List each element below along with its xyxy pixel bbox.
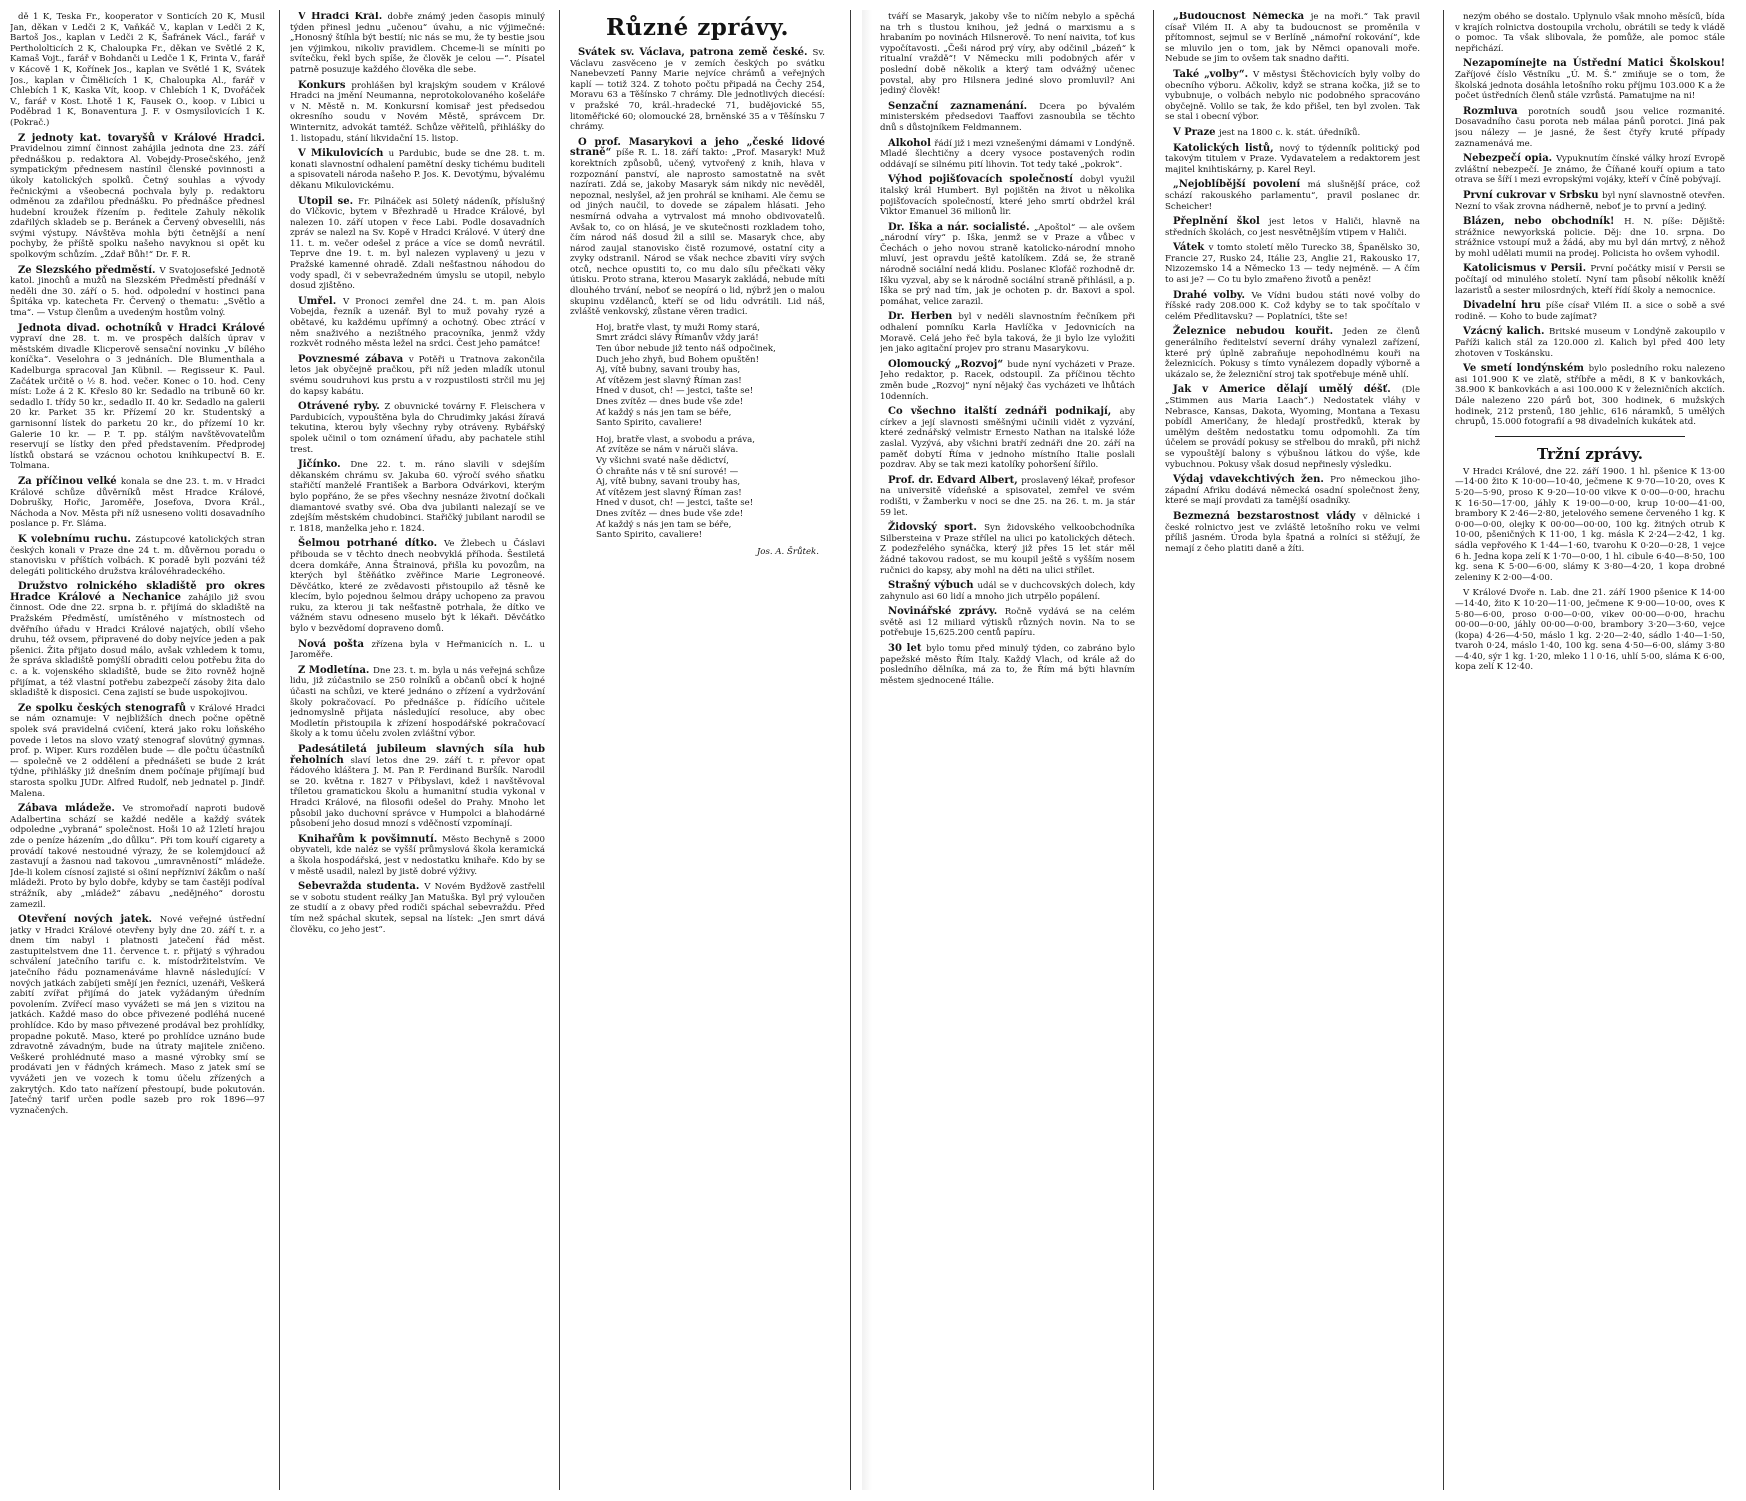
news-item-headline: „Nejoblíbější povolení — [1173, 179, 1308, 191]
news-item — [290, 666, 545, 740]
news-item — [880, 407, 1135, 471]
poem-line: Aj, vítě bubny, savani trouby has, — [596, 477, 741, 488]
news-item-text: tváří se Masaryk, jakoby vše to ničím nebylo a spěchá na trh s tlustou knihou, jež jedná o marxismu a s hrabaním po novinách Hilsnerově. To není naivita, toť kus vypočítavosti. „Češi národ prý víry, aby odčinil „bázeň“ k ritualní vraždě“! V Německu mili podobných afér v poslední době několik a který tam odvážný učenec povstal, aby pro Hilsnera jediné slovo promluvil? Ani jediný člověk! — [880, 12, 1135, 97]
news-item-headline: 30 let — [888, 643, 927, 655]
column-1 — [10, 12, 265, 1490]
news-item-headline: Drahé volby. — [1173, 289, 1252, 301]
poem-line: Ať každý s nás jen tam se béře, — [596, 407, 732, 418]
news-item-text: bude nyní vycházeti v Praze. Jeho redaktor, p. Racek, odstoupil. Za příčinou těchto změn bude „Rozvoj“ nyní nějaký čas vycházeti ve lhůtách 10denních. — [880, 359, 1135, 402]
column-rule — [279, 10, 280, 1490]
news-item — [1455, 12, 1725, 54]
news-item-text: vypraví dne 28. t. m. ve prospěch dalších úprav v městském divadle Klicperově sensační novinku „V bílého koníčka“. Veselohra o 3 jednáních. Dle Blumenthala a Kadelburga spracoval Jan Kübnil. — Regisseur K. Paul. Začátek určitě o ½ 8. hod. večer. Konec o 10. hod. Ceny míst: Lože á 2 K. Křeslo 80 kr. Sedadlo na tribuně 60 kr. sedadlo I. třídy 50 kr., sedadlo II. 40 kr. Sedadlo na galerii 20 kr. Parket 35 kr. Přízemí 20 kr. Studentský a garnisonní lístek do parketu 20 kr., do přízemí 10 kr. Galerie 10 kr. — P. T. pp. stálým navštěvovatelům reservují se lístky den před představením. Předprodej lístků obstará se vzácnou ochotou knihkupectví B. E. Tolmana. — [10, 334, 265, 472]
news-item-text: konala se dne 23. t. m. v Hradci Králové schůze důvěrníků měst Hradce Králové, Dobrušky, Hořic, Jaroměře, Josefova, Dvora Král., Náchoda a Nov. Města při níž usneseno voliti dosavadního poslance p. Fr. Sláma. — [10, 476, 265, 530]
news-item-headline: V Mikulovicích — [298, 148, 389, 160]
news-item — [10, 266, 265, 319]
news-item-text: bylo posledního roku nalezeno asi 101.900 K ve zlatě, stříbře a mědi, 8 K v bankovkách, 38.900 K bankovkách a asi 100.000 K v železničních akciích. Dále nalezeno 220 párů bot, 300 hodinek, 6 mužských hodinek, 212 prstenů, 180 jehlic, 616 náramků, 5 umělých chrupů, 15.000 fotografií a 98 divadelních kukátek atd. — [1455, 364, 1725, 428]
news-item — [10, 324, 265, 472]
news-item-headline: Katolických listů, — [1173, 142, 1280, 154]
news-item-text: dobře známý jeden časopis minulý týden přinesl jednu „učenou“ úvahu, a nic výjimečné: „Honosný štíhla být bestií; nic nás se mu, že ty bestie jsou jen výjimkou, nikoliv pravidlem. Chceme-li se míniti po svítečku, řekl bych spíše, že člověk je celou —“. Písatel patrně posuzuje každého člověka dle sebe. — [290, 12, 545, 75]
column-3 — [570, 12, 825, 1490]
news-item-text: bylo tomu před minulý týden, co zabráno bylo papežské město Řím Italy. Každý Vlach, od krále až do posledního dělníka, má za to, že Řím má býti hlavním městem sjednocené Itálie. — [880, 644, 1135, 686]
poem-line: Vy všichni svaté naše dědictví, — [596, 455, 729, 466]
news-item-text: Fr. Pilnáček asi 50letý nádeník, příslušný do Vlčkovic, bytem v Březhradě u Hradce Králové, byl nalezen 10. září utopen v řece Labi. Podle dosavadních zpráv se nalezl na Sv. Kopě v Hradci Králové. V úterý dne 11. t. m. večer odešel z práce a více se domů nevrátil. Teprve dne 19. t. m. byl nalezen vyplavený u jezu v Pražské kamenné ohradě. Zdali nešťastnou náhodou do vody spadl, či v sebevražedném úmyslu se utopil, nebylo dosud zjištěno. — [290, 196, 545, 292]
news-item-text: Dne 22. t. m. ráno slavili v sdejším děkanském chrámu sv. Jakuba 60. výročí svého sňatku stařičtí manželé František a Barbora Odvárkovi, kterým bylo popřáno, že se přes všechny nesnáze životní dočkali diamantové svatby své. Oba dva jubilanti nalezají se ve zdejším městském chudobinci. Stařičký jubilant narodil se r. 1818, manželka jeho r. 1824. — [290, 460, 545, 534]
news-item-headline: Výhod pojišťovacích společností — [888, 174, 1080, 186]
news-item-text: Vypuknutím čínské války hrozí Evropě zvláštní nebezpečí. Je známo, že Číňané kouří opium a tato otrava se šíří i mezi evropskými vojáky, kteří v Číně pobývají. — [1455, 154, 1725, 186]
news-item-headline: Umřel. — [298, 295, 344, 307]
news-item-headline: Šelmou potrhané dítko. — [298, 538, 445, 550]
news-item-text: Zástupcové katolických stran českých konali v Praze dne 24 t. m. důvěrnou poradu o stanovisku v příštích volbách. K poradě byli pozváni též delegáti politického družstva královéhradeckého. — [10, 534, 265, 577]
poem-line: Santo Spirito, cavaliere! — [596, 530, 703, 541]
news-item — [880, 139, 1135, 171]
poem-line: Santo Spirito, cavaliere! — [596, 418, 703, 429]
news-item — [1455, 154, 1725, 186]
news-item — [290, 12, 545, 76]
news-item-text: zahájilo již svou činnost. Ode dne 22. srpna b. r. přijímá do skladiště na Pražském Předměstí, umístěného v místnostech od dvěřního úřadu v Hradci Králové najatých, obilí všeho druhu, též ovsem, připravené do doby nejvíce jeden a pak pšenici. Žita přijato dosud málo, avšak vzhledem k tomu, že správa skladiště pomýšlí obraditi celou potřebu žita do c. a k. vojenského skladiště, bude se žito rovněž hojně přijímat, a též vlastní potřebu zabezpečí zásoby žita dalo skladiště k disposici. Cena zajistí se bude uspokojivou. — [10, 592, 265, 699]
news-item-headline: Družstvo rolnického skladiště pro okres Hradce Králové a Nechanice — [10, 581, 265, 603]
news-item-headline: Utopil se. — [298, 195, 359, 207]
news-item — [880, 360, 1135, 402]
news-item-headline: Ve smetí londýnském — [1463, 363, 1589, 375]
news-item — [290, 745, 545, 830]
news-item-headline: Zábava mládeže. — [18, 803, 123, 815]
news-item — [880, 312, 1135, 354]
poem-line: Hoj, bratře vlast, a svobodu a práva, — [596, 434, 755, 445]
news-item — [1455, 364, 1725, 428]
news-item-headline: Nebezpečí opia. — [1463, 153, 1557, 165]
news-item — [1165, 327, 1420, 380]
news-item-headline: Židovský sport. — [888, 522, 985, 534]
news-item-headline: Knihařům k povšimnutí. — [298, 833, 443, 845]
news-item-text: V Králové Dvoře n. Lab. dne 21. září 1900 pšenice K 14·00—14·40, žito K 10·20—11·00, ječmene K 9·00—10·00, oves K 5·80—6·00, proso 0·00—0·00, vikev 00·00—0·00, hrachu 00·00—0·00, jáhly 00·00—0·00, brambory 3·20—3·60, vejce (kopa) 4·26—4·50, máslo 1 kg. 2·20—2·40, sádlo 1·40—1·50, tvaroh 0·24, máslo 1·40, 100 kg. sena 4·50—6·00, slámy 3·80—4·40, sýr 1 kg. 1·20, mleko 1 l 0·16, uhlí 5·00, sláma K 6·00, kopa zelí K 12·40. — [1455, 588, 1725, 673]
news-item — [290, 882, 545, 935]
news-item-headline: Ze spolku českých stenografů — [18, 702, 191, 714]
news-item-text: Nové veřejné ústřední jatky v Hradci Králové otevřeny byly dne 20. září t. r. a dnem tím nabyl i platnosti jatečení řád měst. zastupitelstvem dne 11. července t. r. přijatý s výhradou schválení jatečního tarifu c. k. místodržitelstvím. Ve jatečního řádu poznamenáváme hlavně následující: V nových jatkách zabíjeti smějí jen řezníci, uzenáři, Veškerá zabití zvířat přijímá do jatek vyžádaným úředním povolením. Zvířecí maso vyvážeti se má jen s vizitou na jatkách. Každé maso do obce přivezené podléhá nucené prohlídce. Kdo by maso přivezené prodával bez prohlídky, propadne pokutě. Maso, které po prohlídce uznáno bude zdravotně závadným, bude na útraty majitele zničeno. Veškeré prohlédnuté maso a masné výrobky smí se prodávati jen v řádných krámech. Maso z jatek smí se vyvážeti jen ve vozech k tomu účelu zřízených a zakrytých. Kdo tato nařízení přestoupí, bude pokutován. Jatečný tarif určen podle sazeb pro rok 1896—97 vyznačených. — [10, 915, 265, 1116]
poem-line: Ať zvítěze se nám v náruči sláva. — [596, 445, 739, 456]
news-item — [290, 355, 545, 397]
news-item-text: nový to týdenník politický pod takovým titulem v Praze. Vydavatelem a redaktorem jest majitel knihtiskárny, p. Karel Reyl. — [1165, 143, 1420, 175]
page-gutter — [862, 10, 872, 1490]
news-item-headline: Dr. Iška a nár. socialisté. — [888, 221, 1034, 233]
news-item-text: jest letos v Haliči, hlavně na středních školách, co jest nesvětnějším vtipem v Haliči. — [1165, 217, 1420, 238]
news-item — [1165, 180, 1420, 212]
news-item — [10, 535, 265, 577]
news-item-headline: Novinářské zprávy. — [888, 606, 1005, 618]
news-item — [1165, 243, 1420, 285]
news-item-text: Ročně vydává se na celém světě asi 12 miliard výtisků různých novin. Na to se potřebuje 15,625.200 centů papíru. — [880, 607, 1135, 639]
news-item — [290, 640, 545, 661]
news-item-headline: Z jednoty kat. tovaryšů v Králové Hradci. — [18, 132, 265, 144]
news-item-headline: Povznesmé zábava — [298, 353, 409, 365]
news-item — [1455, 301, 1725, 322]
news-item-headline: Katolicismus v Persii. — [1463, 263, 1591, 275]
news-item-text: V městysi Štěchovicích byly volby do obecního výboru. Ačkoliv, když se strana kočka, již se to vybubnuje, o volbách nebylo nic podobného spracováno obyčejně. Volilo se tak, že kdo přišel, ten byl zvolen. Tak se stal i obecní výbor. — [1165, 69, 1420, 123]
news-item-headline: První cukrovar v Srbsku — [1463, 189, 1603, 201]
news-item-text: dobyl využil italský král Humbert. Byl pojištěn na život u několika pojišťovacích společností, které jeho smrtí obdržel král Viktor Emanuel 36 milionů lir. — [880, 175, 1135, 218]
news-item-headline: V Hradci Král. — [298, 12, 388, 22]
news-item-headline: Jak v Americe dělají umělý déšť. — [1173, 384, 1402, 396]
news-item-text: Město Bechyně s 2000 obyvateli, kde naléz se vyšší průmyslová škola keramická a škola hospodářská, jest v nedostatku knihaře. Kdo by se v městě usadil, nalezl by jistě dobré výživy. — [290, 834, 545, 877]
column-6 — [1455, 12, 1725, 1490]
news-item — [880, 476, 1135, 518]
news-item — [290, 149, 545, 191]
news-item-text: V Hradci Králové, dne 22. září 1900. 1 hl. pšenice K 13·00—14·00 žito K 10·00—10·40, ječmene K 9·70—10·20, oves K 5·20—5·90, proso K 9·20—10·00 vikve K 0·00—0·00, hrachu K 16·50—17·00, jáhly K 19·00—0·00, krup 10·00—41·00, brambory K 2·46—2·80, jetelového semene červeného 1 kg. K 0·00—0·00, olejky K 00·00—00·00, 100 kg. žitných otrub K 10·00, pšeničných K 11·00, 1 kg. másla K 2·24—2·42, 1 kg. sádla vepřového K 1·44—1·60, tvarohu K 0·20—0·28, 1 vejce 6 h. Jedna kopa zelí K 1·70—0·00, 1 hl. cibule 6·40—8·50, 100 kg. sena K 5·00—6·00, slámy K 3·80—4·20, 1 kopa drobné zeleniny K 2·00—4·00. — [1455, 466, 1725, 583]
news-item — [1165, 385, 1420, 470]
news-item — [290, 460, 545, 534]
news-item-text: píše císař Vilém II. a sice o sobě a své rodině. — Koho to bude zajímat? — [1455, 301, 1725, 322]
news-item-text: řádí již i mezi vznešenými dámami v Londýně. Mladé šlechtičny a dcery vysoce postavených rodin oddávají se silnému pití lihovin. Tot tedy také „pokrok“. — [880, 138, 1135, 170]
news-item-headline: „Budoucnost Německa — [1173, 12, 1311, 22]
news-item-headline: K volebnímu ruchu. — [18, 533, 136, 545]
news-item-text: proslavený lékař, profesor na universitě vídeňské a spisovatel, zemřel ve svém rodišti, v Žamberku v noci se dne 25. na 26. t. m. ja stár 59 let. — [880, 475, 1135, 518]
news-item-headline: Svátek sv. Václava, patrona země české. — [578, 47, 813, 58]
news-item — [1165, 128, 1420, 139]
poem-line: Duch jeho zhyň, bud Bohem opuštěn! — [596, 354, 760, 365]
news-item-text: První počátky misií v Persii se počítají od minulého století. Nyní tam působí několik kněží lazaristů a sester milosrdných, kteří řídí školy a nemocnice. — [1455, 264, 1725, 296]
news-item — [880, 607, 1135, 639]
news-item — [290, 402, 545, 455]
news-item-text: Syn židovského velkoobchodníka Silbersteina v Praze střílel na ulici po katolických dětech. Z podezřelého synáčka, který již přes 15 let stár měl žádné takovou radost, se mu koupil ještě s vyšším nosem ručnici do kapsy, aby mohl na děti na ulici střílet. — [880, 523, 1135, 576]
news-item-headline: Sebevražda studenta. — [298, 881, 425, 893]
news-item — [1455, 327, 1725, 359]
news-item — [880, 102, 1135, 134]
news-item-headline: Prof. dr. Edvard Albert, — [888, 474, 1022, 486]
column-4 — [880, 12, 1135, 1490]
news-item — [1455, 467, 1725, 584]
signature: Jos. A. Šrůtek. — [756, 546, 819, 557]
news-item-text: píše R. L. 18. září takto: „Prof. Masaryk! Muž korektních způsobů, učený, vytvořený z knih, hlava v rozpoznání panství, ale naprosto samostatně na svět nazírati. Zdá se, jakoby Masaryk sám nikdy nic nevěděl, nepoznal, neslyšel, až jen prohrál se knihami. Ale čemu se od jiných naučil, to dovede se zápalem hlásati. Jeho nesmírná odvaha a vytrvalost má mnoho obdivovatelů. Avšak to, co on hlásá, je ve skutečnosti rozkladem toho, čím národ náš dosud žil a silil se. Masaryk chce, aby národ zaujal stanovisko čistě rozumové, ostatní city a zvyky odstranil. Národ se však nechce zbaviti víry svých otců, nechce opustiti to, co mu dalo sílu přečkati věky útisku. Proto strana, kterou Masaryk zakládá, nebude míti dlouhého trvání, neboť se neopírá o lid, nýbrž jen o malou skupinu vzdělanců, kteří se od lidu odvrátili. Lid náš, zvláště venkovský, zůstane věren tradici. — [570, 148, 825, 318]
news-item-headline: Olomoucký „Rozvoj“ — [888, 358, 1008, 370]
news-item — [1455, 107, 1725, 149]
column-2 — [290, 12, 545, 1490]
news-item — [1455, 217, 1725, 259]
news-item — [880, 581, 1135, 602]
column-3-body — [570, 48, 825, 557]
news-item — [10, 134, 265, 261]
column-rule — [1153, 10, 1154, 1490]
news-item-text: Sv. Václavu zasvěceno je v zemích českých po svátku Nanebevzetí Panny Marie nejvíce chrámů a veřejných kaplí — totiž 324. Z tohoto počtu připadá na Čechy 254, Moravu 63 a Těšínsko 7 chrámy. Dle jednotlivých diecésí: v pražské 70, král.-hradecké 71, budějovické 55, litoměřické 60; olomoucké 28, brněnské 35 a v Těšínsku 7 chrámy. — [570, 48, 825, 133]
news-item-text: Ve stromořadí naproti budově Adalbertina schází se každé neděle a každý svátek odpoledne „vybraná“ společnost. Hoši 10 až 12letí hrajou zde o peníze házením „do důlku“. Při tom kouří cigarety a provádí takové nestoudné výrazy, že se kolemjdoucí až zastavují a žasnou nad takovou „umravněností“ mládeže. Jde-li kolem císnosí zajisté si ošiní nepřízniví žákům o naší mládeži. Proto by bylo dobře, kdyby se tam častěji podíval strážník, aby „mládež“ zábavu „nedějného“ dorostu zamezil. — [10, 804, 265, 910]
news-item-text: V Svatojosefské Jednotě katol. jinochů a mužů na Slezském Předměstí přednáší v neděli dne 30. září o 5. hod. odpolední v hostinci pana Špitáka vp. katecheta Fr. Červený o thematu: „Světlo a tma“. — Vstup členům a uvedeným hostům volný. — [10, 265, 265, 319]
news-item-headline: Také „volby“. — [1173, 68, 1254, 80]
news-item-text: zřízena byla v Heřmanicích n. L. u Jaroměře. — [290, 639, 545, 661]
news-item-headline: Co všechno italští zednáři podnikají, — [888, 406, 1120, 418]
news-item-text: „Apoštol“ — ale ovšem „národní víry“ p. Iška, jenmž se v Praze a vůbec v Čechách o jeho novou straně katolicko-národní mnoho mluví, jest opravdu ještě katolíkem. Zdá se, že straně národně sociální nedá klidu. Poslanec Klofáč rozhodně dr. Išku vyzval, aby se k národně sociální straně přihlásil, a p. Iška se prý nad tím, jak je ochoten p. dr. Baxovi a spol. pomáhat, velice zarazil. — [880, 222, 1135, 307]
news-item-text: aby církev a její slavnosti směšnými učinili vidět z vyzvání, které zednářský velmistr Ernesto Nathan na italské lóže zaslal. Vyzývá, aby všichni bratří zednáři dne 20. září na paměť dobytí Říma v jednoho místního Italie poslali pozdrav. Aby se tak mezi katolíky pohoršení šířilo. — [880, 407, 1135, 471]
column-rule — [559, 10, 560, 1490]
news-item-text: V Novém Bydžově zastřelil se v sobotu student reálky Jan Matuška. Byl prý vyloučen ze studií a z obavy před rodiči spáchal sebevraždu. Před tím než spáchal skutek, sepsal na lístek: „Jen smrt dává člověku, co jeho jest“. — [290, 882, 545, 935]
news-item — [290, 297, 545, 350]
poem-line: Hoj, bratře vlast, ty muži Romy stará, — [596, 322, 761, 333]
news-item-text: (Dle „Stimmen aus Maria Laach“.) Nedostatek vláhy v Nebrasce, Kansas, Dakota, Wyoming, Montana a Texasu pobídl Američany, že hledají prostředků, kterak by umělým deštěm nedostatku tomu odpomohli. Za tím účelem se provádí pokusy se střelbou do mraků, při nichž se vypouštějí balony s výbušnou látkou do výše, kde vybuchnou. Pokusy však dosud nepřinesly výsledku. — [1165, 385, 1420, 470]
news-item — [1455, 588, 1725, 673]
news-item — [10, 582, 265, 699]
news-item-text: nezým obého se dostalo. Uplynulo však mnoho měsíců, bída v krajích rolnictva dostoupila vrcholu, obrátili se tedy k vládě o pomoc. Ta však slibovala, že pomůže, ale pomoc stále nepřichází. — [1455, 12, 1725, 54]
news-item-text: má slušnější práce, což schází rakouského parlamentu“, pravil poslanec dr. Scheicher! — [1165, 180, 1420, 212]
news-item-headline: Blázen, nebo obchodník! — [1463, 216, 1625, 228]
news-item — [880, 175, 1135, 217]
news-item-headline: Padesátiletá jubileum slavných síla hub řeholních — [290, 744, 545, 766]
news-item-headline: Jednota divad. ochotníků v Hradci Králové — [18, 322, 265, 334]
column-rule — [1443, 10, 1444, 1490]
news-item — [1165, 217, 1420, 238]
news-item-headline: Vzácný kalich. — [1463, 326, 1550, 338]
news-item-text: H. N. píše: Dějiště: strážnice newyorkská policie. Děj: dne 10. srpna. Do strážnice vstoupí muž a žádá, aby mu byl dán mrtvý, z něhož by mohl udělati mumii na prodej. Policista ho ovšem vyhodil. — [1455, 217, 1725, 259]
news-item — [1455, 191, 1725, 212]
news-item-text: dě 1 K, Teska Fr., kooperator v Sonticích 20 K, Musil Jan, děkan v Ledči 2 K, Vaňkáč V., kaplan v Ledči 2 K, Bartoš Jos., kaplan v Ledči 2 K, Šafránek Václ., farář v Perthololticích 2 K, Chaloupka Fr., děkan ve Světlé 2 K, Kamaš Vojt., farář v Bohdanči u Ledče 1 K, Frinta V., farář v Kácově 1 K, Kořínek Jos., kaplan ve Světlé 1 K, Svátek Jos., kaplan v Čimělicích 1 K, Chaloupka Al., farář v Chlebích 1 K, Kaska Vít, koop. v Chlebích 1 K, Dvořáček V., farář v Kost. Lhotě 1 K, Fausek O., koop. v Libici u Poděbrad 1 K, Bonaventura J. F. v Osmysilovicích 1 K. (Pokrač.) — [10, 12, 265, 128]
news-item-headline: Železnice nebudou kouřit. — [1173, 326, 1344, 338]
news-item-text: Britské museum v Londýně zakoupilo v Paříži kalich stál za 120.000 zl. Kalich byl před 400 lety zhotoven v Toskánsku. — [1455, 327, 1725, 359]
section-heading-trzni-zpravy: Tržní zprávy. — [1537, 444, 1643, 463]
poem-stanza — [570, 323, 825, 429]
news-item-headline: Vátek — [1173, 242, 1209, 254]
news-item-headline: Nezapomínejte na Ústřední Matici Školskou! — [1463, 58, 1725, 70]
news-item — [10, 915, 265, 1116]
news-item-text: Z obuvnické továrny F. Fleischera v Pardubicích, vypouštěna byla do Chrudimky jakási žíravá tekutina, kterou byly všechny ryby otráveny. Rybářský spolek učinil o tom oznámení úřadu, aby pachatele stihl trest. — [290, 402, 545, 455]
news-item — [10, 477, 265, 530]
news-item-text: v Králové Hradci se nám oznamuje: V nejbližších dnech počne opětně spolek svá pravidelná cvičení, která jako roku loňského povede i letos na slovo vzatý stenograf slovútný gymnas. prof. p. Wiper. Kurs rozdělen bude — dle počtu účastníků — společně ve 2 oddělení a přednášeti se bude 2 krát týdne, přihlášky již dnešním dnem počínaje přijímají bud starosta spolku JUDr. Alfred Rudolf, neb jednatel p. Jindř. Malena. — [10, 703, 265, 799]
news-item — [1455, 264, 1725, 296]
news-item-headline: Z Modletína. — [298, 664, 373, 676]
news-item-headline: V Praze — [1173, 126, 1220, 138]
news-item — [880, 523, 1135, 576]
news-item — [1165, 475, 1420, 507]
news-item — [1455, 59, 1725, 101]
news-item-text: Zaříjové číslo Věstníku „Ú. M. Š.“ zmiňuje se o tom, že školská jednota dosáhla letošního roku příjmu 103.000 K a že počet ústředních členů stále vzrůstá. Pamatujme na ni! — [1455, 69, 1725, 102]
news-item — [570, 138, 825, 318]
news-item-headline: Dr. Herben — [888, 311, 959, 323]
news-item-headline: Za příčinou velké — [18, 475, 121, 487]
news-item-headline: Ze Slezského předměstí. — [18, 264, 160, 276]
news-item-text: V Pronoci zemřel dne 24. t. m. pan Alois Vobejda, řezník a uzenář. Byl to muž povahy ryzé a obětavé, ku každému upřímný a ochotný. Obec ztrácí v něm snaživého a nezištného pracovníka, jenmž vždy rozkvět rodného města ležel na srdci. Čest jeho památce! — [290, 296, 545, 350]
news-item — [10, 704, 265, 799]
poem-line: Ať každý s nás jen tam se béře, — [596, 519, 732, 530]
news-item — [880, 644, 1135, 686]
news-item — [290, 835, 545, 877]
poem-line: Hned v dusot, ch! — jestci, tašte se! — [596, 498, 754, 509]
news-item — [1165, 512, 1420, 554]
poem-line: Ten úbor nebude již tento náš odpočinek, — [596, 344, 776, 355]
news-item-headline: Otrávené ryby. — [298, 401, 385, 413]
poem-line: Ó chraňte nás v tě sní surové! — — [596, 466, 739, 477]
news-item-headline: Jičínko. — [298, 459, 351, 471]
news-item — [1165, 70, 1420, 123]
poem-line: Ať vítězem jest slavný Říman zas! — [596, 375, 742, 386]
news-item-headline: Nová pošta — [298, 638, 372, 650]
news-item-text: Pro německou jiho-západní Afriku dodává německá osadní společnost ženy, které se mají provdati za tamější osadníky. — [1165, 475, 1420, 507]
news-item-text: prohlášen byl krajským soudem v Králové Hradci na jmění Neumanna, neprotokolovaného košeláře v N. Městě n. M. Konkursní komisař jest předsedou okresního soudu v Novém Městě, správcem Dr. Winternitz, advokát tamtéž. Schůze věřitelů, přihlášky do 1. listopadu, stání likvidační 15. listop. — [290, 80, 545, 144]
news-item-text: Dne 23. t. m. byla u nás veřejná schůze lidu, již zúčastnilo se 250 rolníků a občanů obcí k hojné účasti na schůzi, ve které jednáno o zřízení a vydržování školy pokračovací. Po přednášce p. řídícího učitele jednomyslně přijata následující resoluce, aby obec Modletín přistoupila k zřízení hospodářské pokračovací školy a k tomu účelu zvolen zvláštní výbor. — [290, 665, 545, 740]
news-item-headline: Konkurs — [298, 79, 352, 91]
news-item — [290, 197, 545, 292]
news-item-text: Ve Vídni budou státi nové volby do říšské rady 208.000 K. Což kdyby se to tak spočítalo v celém Předlitavsku? — Poplatníci, tšte se! — [1165, 290, 1420, 322]
news-item-text: byl nyní slavnostně otevřen. Nezní to však zrovna nádherně, neboť je to první a jediný. — [1455, 190, 1725, 212]
news-item — [570, 48, 825, 133]
poem-line: Hned v dusot, ch! — jestci, tašte se! — [596, 386, 754, 397]
column-rule — [850, 10, 851, 1490]
poem-line: Dnes zvítěz — dnes bude vše zde! — [596, 508, 744, 519]
separator-rule — [1495, 436, 1685, 437]
news-item-text: v tomto století mělo Turecko 38, Španělsko 30, Francie 27, Rusko 24, Itálie 23, Anglie 21, Rakousko 17, Nizozemsko 14 a Německo 13 — tedy nejméně. — A čím to asi je? — Co tu bylo zmařeno životů a peněz! — [1165, 243, 1420, 286]
poem-stanza — [570, 435, 825, 541]
news-item-headline: Rozmluva — [1463, 105, 1529, 117]
section-heading-ruzne-zpravy: Různé zprávy. — [605, 14, 790, 41]
news-item-text: Pravidelnou zimní činnost zahájila jednota dne 23. září přednáškou p. redaktora Al. Vobejdy-Prosečského, jenž sympatickým přednesem nastínil členské povinnosti a úkoly katolických spolků. Četný souhlas a vývody řečnickými a všeobecná pochvala byly p. redaktoru odměnou za zdařilou přednášku. Po přednášce přednesl hudební kroužek řízením p. ředitele Zahuly několik zdařilých skladeb se p. Beránek a Červený obveselili, nás svými výstupy. Návštěva mohla býti četnější a není pochyby, že příště spolku našeho navyknou si opět ku spolkovým schůzím. „Zdař Bůh!“ Dr. F. R. — [10, 144, 265, 261]
news-item — [880, 223, 1135, 308]
poem-line: Smrt zrádci slávy Římanův vždy jará! — [596, 333, 759, 344]
news-item-headline: Divadelní hru — [1463, 300, 1546, 312]
news-item — [290, 539, 545, 634]
news-item-headline: Alkohol — [888, 137, 935, 149]
news-item-headline: Přeplnění škol — [1173, 216, 1269, 228]
news-item-text: u Pardubic, bude se dne 28. t. m. konati slavnostní odhalení pamětní desky tichému buditeli a spisovateli národa našeho P. Jos. K. Devotýmu, bývalému děkanu Mikulovickému. — [290, 149, 545, 191]
news-item-text: Dcera po bývalém ministerském předsedovi Taaffovi zasnoubila se těchto dnů s důstojníkem Feldmannem. — [880, 101, 1135, 133]
news-item — [10, 804, 265, 910]
news-item-text: jest na 1800 c. k. stát. úředníků. — [1219, 127, 1361, 138]
news-item-text: je na moři.“ Tak pravil císař Vilém II. A aby ta budoucnost se proměnila v přítomnost, sejmul se v Berlíně „námořní rokování“, kde se mluvilo jen o tom, jak by Němci opanovali moře. Nebude se jim to ovšem tak snadno dařiti. — [1165, 12, 1420, 65]
poem-line: Aj, vítě bubny, savani trouby has, — [596, 365, 741, 376]
poem-line: Dnes zvítěz — dnes bude vše zde! — [596, 397, 744, 407]
news-item — [1165, 12, 1420, 65]
poem-line: Ať vítězem jest slavný Říman zas! — [596, 487, 742, 498]
news-item-headline: Bezmezná bezstarostnost vlády — [1173, 510, 1363, 522]
news-item-headline: Strašný výbuch — [888, 580, 978, 592]
news-item — [290, 81, 545, 145]
news-item-text: slaví letos dne 29. září t. r. převor opat řádového kláštera J. M. Pan P. Ferdinand Buršík. Narodil se 20. května r. 1827 v Přibyslavi, kdež i navštěvoval tříletou gramatickou školu a humanitní studia vykonal v Hradci Králové, na filosofii odešel do Prahy. Mnoho let působil jako duchovní správce v Humpolci a blahodárné působení jeho dosud mnozí s vděčností vzpomínají. — [290, 755, 545, 830]
news-item-text: porotních soudů jsou velice rozmanité. Dosavadního času porota neb málaa pánů porotci. Jiná pak jsou nálezy — je jasné, že šest čtyřy kruté případy zaznamenává me. — [1455, 106, 1725, 149]
news-item-text: Jeden ze členů generálního ředitelství severní dráhy vynalezl zařízení, které prý úplně zabraňuje nepohodlnému kouři na železnicích. Pokusy s tímto vynálezem dopadly výborně a ukázalo se, že železniční stroj tak spotřebuje méně uhlí. — [1165, 327, 1420, 380]
news-item-headline: Otevření nových jatek. — [18, 914, 160, 926]
news-item-headline: O prof. Masarykovi a jeho „české lidové straně“ — [570, 136, 825, 159]
news-item-text: v dělnické i české rolnictvo jest ve zvláště letošního roku ve velmi příliš jasném. Úroda byla špatná a rolníci si stěžují, že nemají z čeho platiti daně a žíti. — [1165, 511, 1420, 554]
news-item-headline: Výdaj vdavekchtivých žen. — [1173, 474, 1331, 486]
news-item-text: byl v neděli slavnostním řečníkem při odhalení pomníku Karla Havlíčka v Jedovnicích na Moravě. Celá jeho řeč byla taková, že ji bylo lze vyložiti jen jako agitační projev pro stranu Masarykovu. — [880, 312, 1135, 355]
news-item-text: Ve Žlebech u Čáslavi přibouda se v těchto dnech neobvyklá příhoda. Šestiletá dcera domkáře, Anna Štrainová, přišla ku povozům, na kterých byl štěňátko zvěřince Marie Legroneové. Děvčátko, které ze zvědavosti přistoupilo až těsně ke klecím, bylo pojednou šelmou drápy uchopeno za pravou ruku, za kterou ji tak nešťastně potrhala, že dítko ve vážném stavu odneseno muselo být k lékaři. Děvčátko bylo v bezvědomí dopraveno domů. — [290, 539, 545, 635]
news-item-text: udál se v duchcovských dolech, kdy zahynulo asi 60 lidí a mnoho jich utrpělo popálení. — [880, 581, 1135, 602]
news-item-text: v Potěři u Tratnova zakončila letos jak obyčejně pračkou, při níž jeden mladík utonul svému soudruhovi kus prstu a v rozpustilosti strčil mu jej do kapsy kabátu. — [290, 354, 545, 397]
news-item-headline: Senzační zaznamenání. — [888, 100, 1040, 112]
news-item — [1165, 144, 1420, 176]
news-item — [880, 12, 1135, 97]
news-item — [10, 12, 265, 129]
column-5 — [1165, 12, 1420, 1490]
news-item — [1165, 291, 1420, 323]
